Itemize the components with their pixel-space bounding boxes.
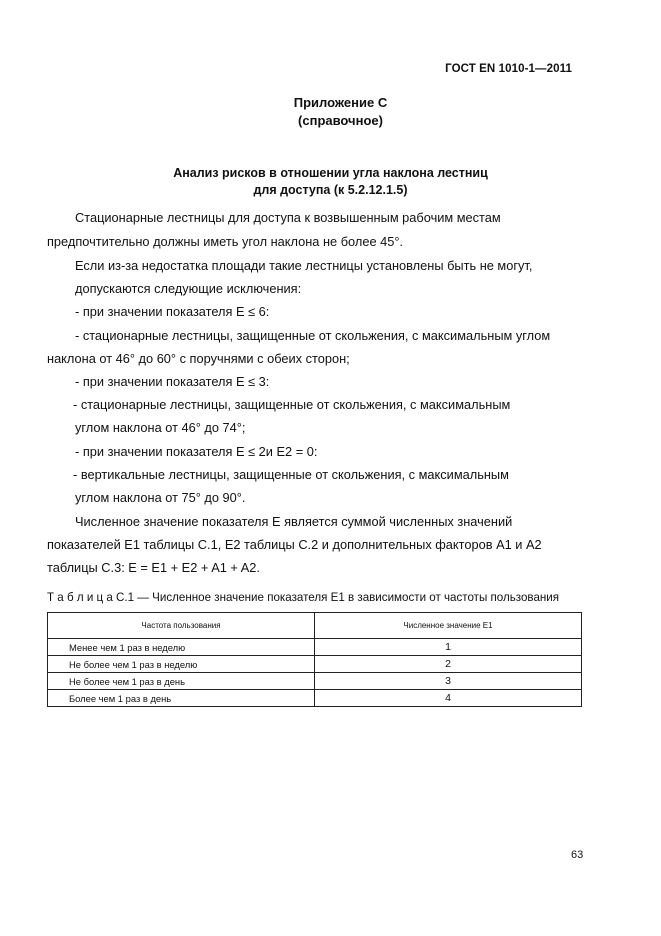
section-title — [0, 165, 661, 199]
table-caption: Т а б л и ц а С.1 — Численное значение показателя E1 в зависимости от частоты пользования — [47, 591, 560, 604]
table-row — [48, 673, 582, 690]
frequency-cell: Менее чем 1 раз в неделю — [48, 639, 315, 656]
page-number: 63 — [571, 849, 584, 861]
appendix-title: Приложение С — [293, 95, 388, 110]
text-line: Стационарные лестницы для доступа к возвышенным рабочим местам — [75, 210, 501, 225]
column-header-frequency: Частота пользования — [48, 613, 315, 639]
frequency-cell: Не более чем 1 раз в день — [48, 673, 315, 690]
text-line: наклона от 46° до 60° с поручнями с обеих сторон; — [47, 351, 350, 366]
text-line: - стационарные лестницы, защищенные от скольжения, с максимальным — [73, 397, 511, 412]
table-row — [48, 639, 582, 656]
text-line: - при значении показателя E ≤ 2и E2 = 0: — [75, 444, 318, 459]
text-line: Если из-за недостатка площади такие лестницы установлены быть не могут, — [75, 258, 533, 273]
table-header-row — [48, 613, 582, 639]
column-header-e1-value: Численное значение E1 — [315, 613, 582, 639]
e1-table — [47, 612, 582, 707]
text-line: - при значении показателя E ≤ 6: — [75, 304, 270, 319]
section-title-line: для доступа (к 5.2.12.1.5) — [253, 183, 408, 197]
table-row — [48, 656, 582, 673]
e1-value-cell: 2 — [315, 656, 582, 673]
text-line: таблицы С.3: E = E1 + E2 + A1 + A2. — [47, 560, 260, 575]
text-line: показателей E1 таблицы С.1, E2 таблицы С.2 и дополнительных факторов A1 и A2 — [47, 537, 542, 552]
text-line: углом наклона от 75° до 90°. — [75, 490, 246, 505]
e1-value-cell: 3 — [315, 673, 582, 690]
standard-code: ГОСТ EN 1010-1—2011 — [445, 63, 572, 75]
frequency-cell: Не более чем 1 раз в неделю — [48, 656, 315, 673]
text-line: предпочтительно должны иметь угол наклона не более 45°. — [47, 234, 404, 249]
frequency-cell: Более чем 1 раз в день — [48, 690, 315, 707]
e1-value-cell: 1 — [315, 639, 582, 656]
text-line: углом наклона от 46° до 74°; — [75, 420, 246, 435]
section-title-line: Анализ рисков в отношении угла наклона лестниц — [173, 166, 488, 180]
text-line: - при значении показателя E ≤ 3: — [75, 374, 270, 389]
text-line: допускаются следующие исключения: — [75, 281, 302, 296]
table-row — [48, 690, 582, 707]
text-line: Численное значение показателя E является суммой численных значений — [75, 514, 513, 529]
e1-value-cell: 4 — [315, 690, 582, 707]
appendix-subtitle: (справочное) — [298, 113, 383, 128]
text-line: - стационарные лестницы, защищенные от скольжения, с максимальным углом — [75, 328, 551, 343]
text-line: - вертикальные лестницы, защищенные от скольжения, с максимальным — [73, 467, 509, 482]
appendix-heading — [0, 94, 661, 130]
